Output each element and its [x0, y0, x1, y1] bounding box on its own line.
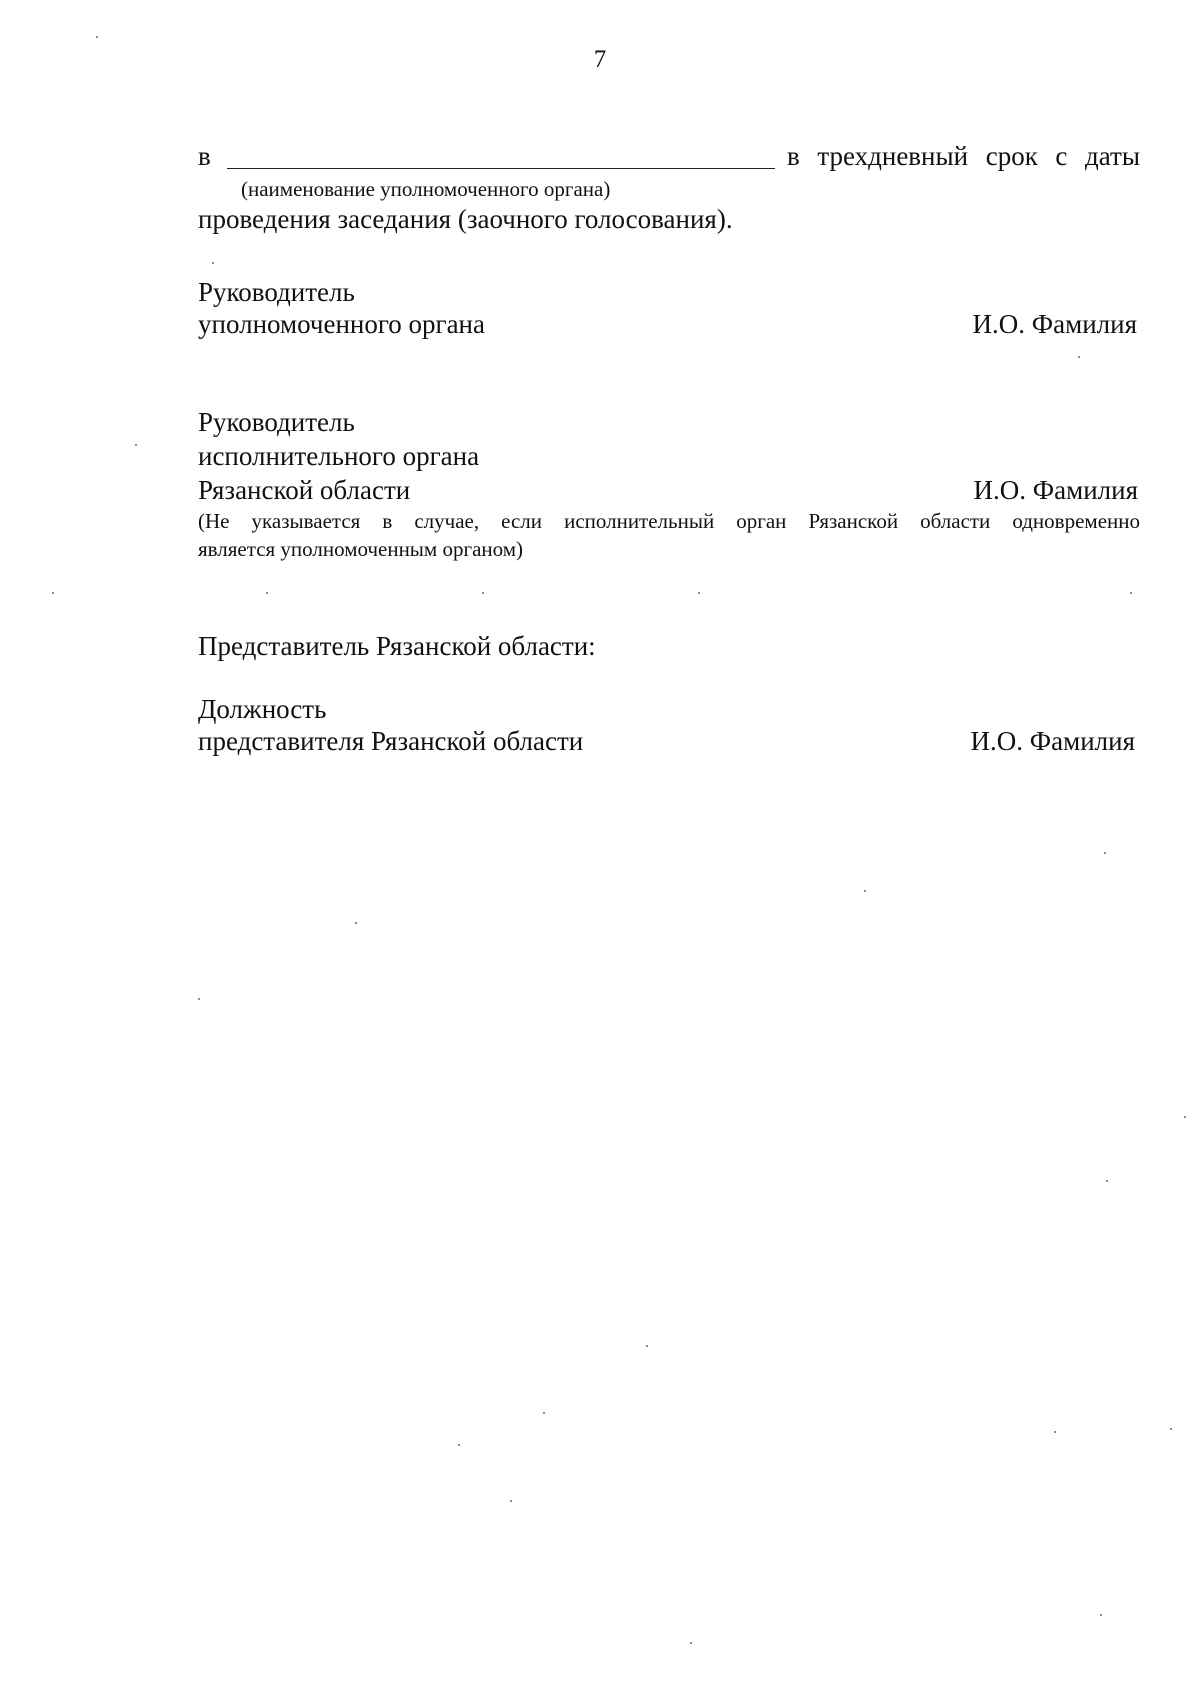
signature-title-line: уполномоченного органа — [198, 309, 485, 339]
intro-suffix: в трехдневный срок с даты — [787, 141, 1140, 171]
blank-caption: (наименование уполномоченного органа) — [241, 177, 611, 201]
scan-speck — [52, 592, 54, 594]
page-number: 7 — [593, 46, 607, 73]
scan-speck — [1106, 1180, 1108, 1182]
scan-speck — [510, 1500, 512, 1502]
signature-title-line: Должность — [198, 694, 327, 724]
signature-title-line: Рязанской области — [198, 475, 411, 505]
scan-speck — [646, 1345, 648, 1347]
scan-speck — [482, 592, 484, 594]
organ-name-blank-line — [227, 168, 775, 169]
signature-title-line: Руководитель — [198, 407, 355, 437]
scan-speck — [96, 36, 98, 38]
scan-speck — [1130, 592, 1132, 594]
signature-title-line: Руководитель — [198, 277, 355, 307]
scan-speck — [698, 592, 700, 594]
scan-speck — [355, 922, 357, 924]
scan-speck — [1054, 1431, 1056, 1433]
signature-title-line: исполнительного органа — [198, 441, 480, 471]
scan-speck — [1184, 1116, 1186, 1118]
scan-speck — [864, 890, 866, 892]
signature-note: является уполномоченным органом) — [198, 537, 524, 561]
representative-heading: Представитель Рязанской области: — [198, 631, 596, 661]
intro-continuation: проведения заседания (заочного голосования). — [198, 204, 733, 234]
scan-speck — [135, 444, 137, 446]
scan-speck — [543, 1412, 545, 1414]
scan-speck — [212, 262, 214, 264]
scan-speck — [690, 1642, 692, 1644]
scan-speck — [1104, 852, 1106, 854]
scan-speck — [1170, 1428, 1172, 1430]
intro-prefix: в — [198, 141, 211, 171]
signatory-name: И.О. Фамилия — [973, 475, 1138, 505]
signature-note: (Не указывается в случае, если исполнительный орган Рязанской области одновременно — [198, 509, 1140, 533]
scan-speck — [198, 998, 200, 1000]
scan-speck — [266, 592, 268, 594]
scan-speck — [458, 1444, 460, 1446]
signature-title-line: представителя Рязанской области — [198, 726, 584, 756]
signatory-name: И.О. Фамилия — [972, 309, 1137, 339]
scan-speck — [1078, 356, 1080, 358]
signatory-name: И.О. Фамилия — [970, 726, 1135, 756]
scan-speck — [1100, 1614, 1102, 1616]
